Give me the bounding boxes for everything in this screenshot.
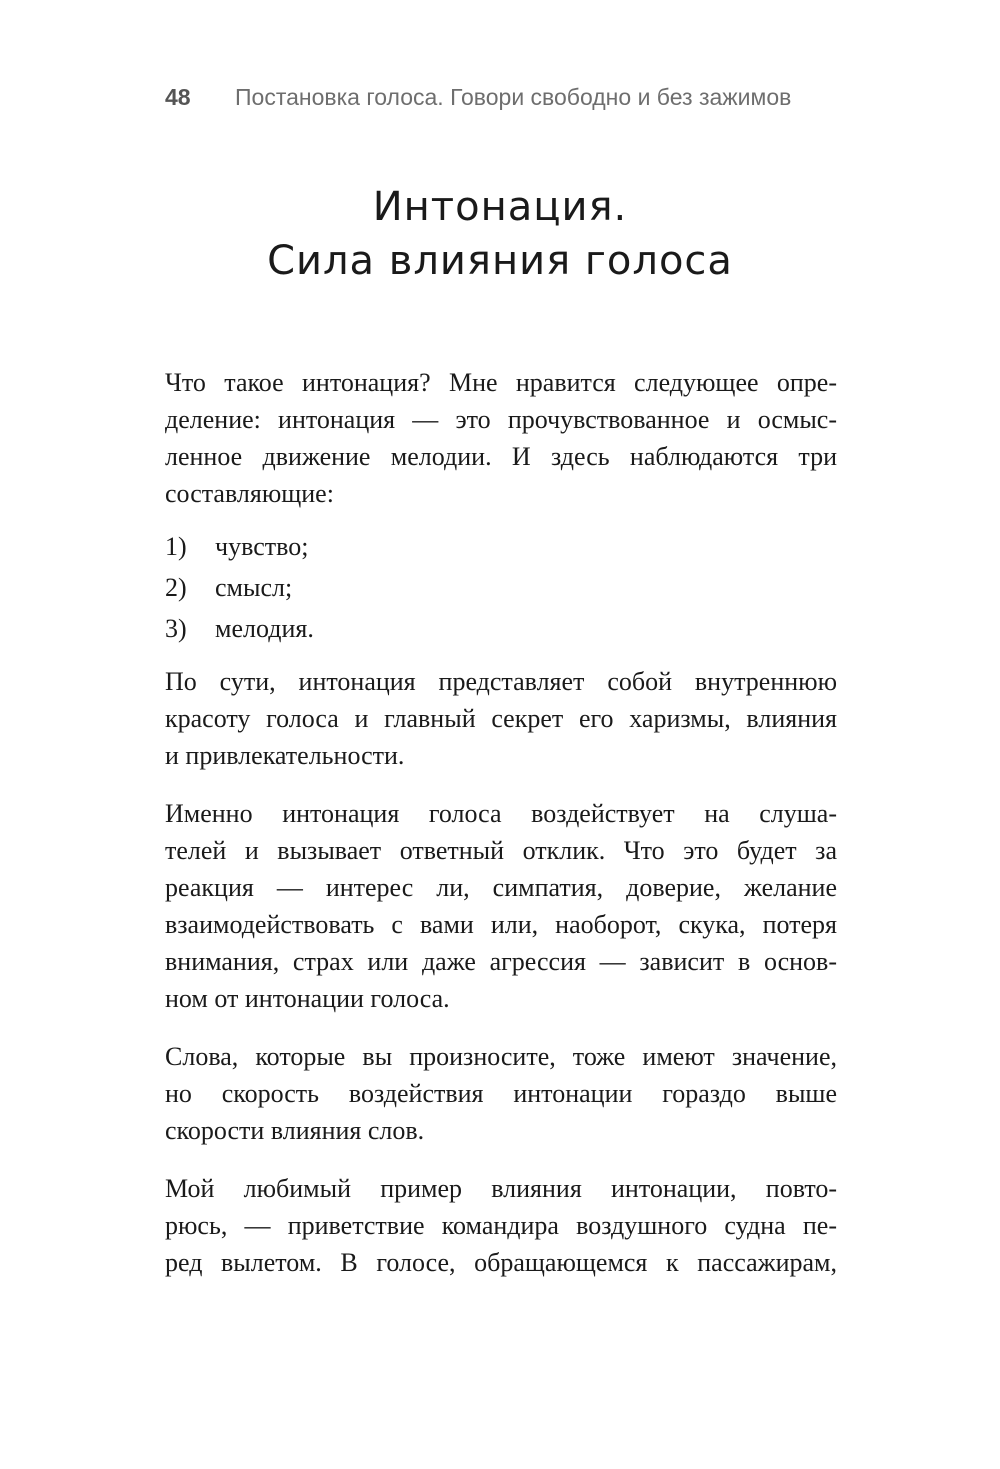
- text-line: взаимодействовать с вами или, наоборот, скука, потеря: [165, 910, 837, 939]
- text-line: красоту голоса и главный секрет его харизмы, влияния: [165, 704, 837, 733]
- text-line: телей и вызывает ответный отклик. Что это будет за: [165, 836, 837, 865]
- text-line: скорости влияния слов.: [165, 1116, 425, 1145]
- list-item-text: смысл;: [215, 573, 293, 602]
- running-header: [165, 84, 845, 120]
- page-number: 48: [165, 84, 191, 110]
- body-text: [165, 364, 837, 1302]
- list-item: [165, 608, 837, 649]
- paragraph-3: [165, 795, 837, 1017]
- list-item: [165, 567, 837, 608]
- chapter-title-line-2: Сила влияния голоса: [267, 238, 733, 284]
- text-line: деление: интонация — это прочувствованное и осмыс-: [165, 405, 837, 434]
- list-item: [165, 526, 837, 567]
- text-line: По сути, интонация представляет собой внутреннюю: [165, 667, 837, 696]
- list-item-text: мелодия.: [215, 614, 314, 643]
- text-line: Слова, которые вы произносите, тоже имеют значение,: [165, 1042, 837, 1071]
- text-line: и привлекательности.: [165, 741, 405, 770]
- chapter-title-line-1: Интонация.: [372, 184, 628, 230]
- text-line: Что такое интонация? Мне нравится следующее опре-: [165, 368, 837, 397]
- paragraph-1: [165, 364, 837, 512]
- list-item-text: чувство;: [215, 532, 309, 561]
- list-marker: 1): [165, 532, 187, 561]
- text-line: но скорость воздействия интонации гораздо выше: [165, 1079, 837, 1108]
- text-line: составляющие:: [165, 479, 334, 508]
- paragraph-5: [165, 1170, 837, 1281]
- text-line: ленное движение мелодии. И здесь наблюдаются три: [165, 442, 837, 471]
- chapter-title: [165, 180, 835, 288]
- paragraph-4: [165, 1038, 837, 1149]
- list-marker: 2): [165, 573, 187, 602]
- text-line: Мой любимый пример влияния интонации, повто-: [165, 1174, 837, 1203]
- text-line: рюсь, — приветствие командира воздушного судна пе-: [165, 1211, 837, 1240]
- list-marker: 3): [165, 614, 187, 643]
- running-title: Постановка голоса. Говори свободно и без зажимов: [235, 84, 792, 110]
- text-line: ном от интонации голоса.: [165, 984, 450, 1013]
- components-list: [165, 526, 837, 649]
- text-line: реакция — интерес ли, симпатия, доверие, желание: [165, 873, 837, 902]
- text-line: Именно интонация голоса воздействует на слуша-: [165, 799, 837, 828]
- text-line: ред вылетом. В голосе, обращающемся к пассажирам,: [165, 1248, 837, 1277]
- text-line: внимания, страх или даже агрессия — зависит в основ-: [165, 947, 837, 976]
- paragraph-2: [165, 663, 837, 774]
